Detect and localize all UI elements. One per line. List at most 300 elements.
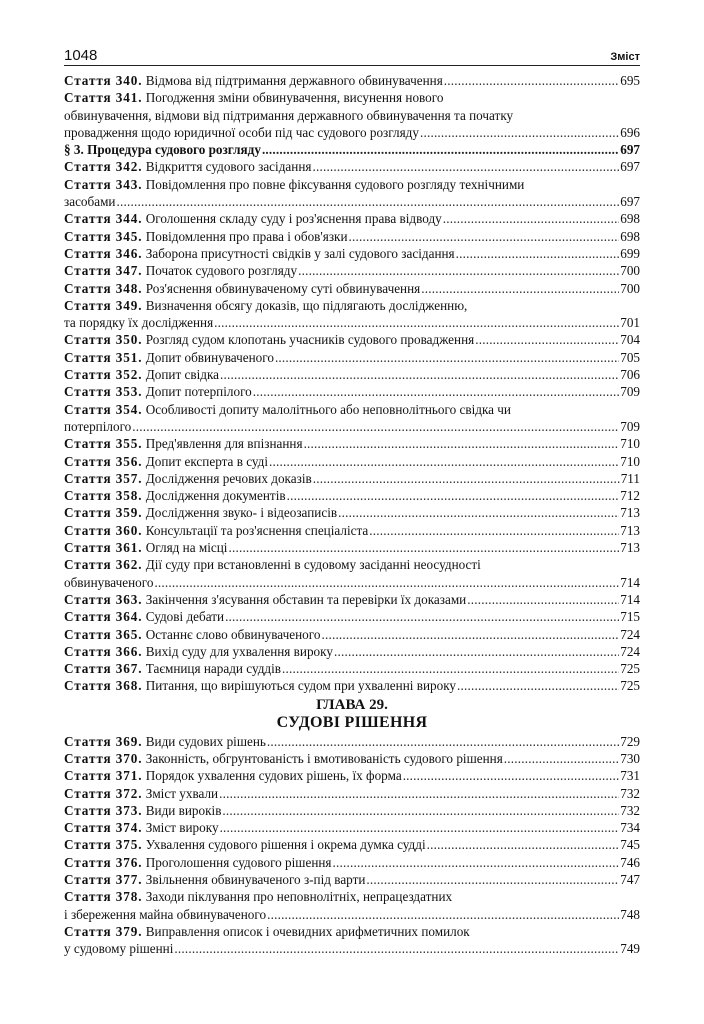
chapter-heading — [64, 697, 640, 732]
page-ref: 734 — [620, 820, 640, 836]
page-ref: 729 — [620, 733, 640, 749]
toc-entry — [64, 608, 640, 625]
article-number: Стаття 365. — [64, 626, 143, 642]
toc-entry-main — [64, 906, 640, 923]
article-number: Стаття 370. — [64, 750, 143, 766]
page-ref: 697 — [620, 142, 640, 158]
page-ref: 732 — [620, 802, 640, 818]
article-title: Допит обвинуваченого — [145, 349, 274, 365]
toc-entry-main — [64, 141, 640, 158]
article-title: Види вироків — [145, 802, 222, 818]
toc-entry — [64, 349, 640, 366]
toc-entry-lead — [64, 660, 281, 677]
toc-entry-lead — [64, 940, 173, 957]
toc-entry-lead — [64, 193, 115, 210]
page-ref: 710 — [620, 436, 640, 452]
article-title: Роз'яснення обвинуваченому суті обвинувачення — [145, 280, 421, 296]
leader-dots — [338, 504, 619, 521]
toc-entry-main — [64, 574, 640, 591]
leader-dots — [132, 418, 619, 435]
article-number: Стаття 346. — [64, 245, 143, 261]
page-ref: 701 — [620, 315, 640, 331]
article-number: Стаття 367. — [64, 661, 143, 677]
toc-entry-lead — [64, 608, 224, 625]
toc-entry — [64, 733, 640, 750]
page-ref: 697 — [620, 194, 640, 210]
toc-entry — [64, 522, 640, 539]
toc-entry-main — [64, 228, 640, 245]
toc-entry — [64, 435, 640, 452]
chapter-number: ГЛАВА 29. — [316, 696, 388, 713]
article-title: Судові дебати — [145, 609, 225, 625]
article-title: Проголошення судового рішення — [145, 854, 332, 870]
leader-dots — [214, 314, 619, 331]
page-ref: 748 — [620, 906, 640, 922]
article-number: Стаття 353. — [64, 384, 143, 400]
toc-entry-lead — [64, 141, 261, 158]
article-title: Допит потерпілого — [145, 384, 252, 400]
article-number: Стаття 341. — [64, 90, 143, 106]
toc-entry — [64, 677, 640, 694]
toc-entry-line — [64, 297, 640, 314]
toc-entry — [64, 366, 640, 383]
leader-dots — [457, 677, 619, 694]
page-ref: 731 — [620, 768, 640, 784]
toc-entry-lead — [64, 750, 503, 767]
page-ref: 695 — [620, 73, 640, 88]
toc-entry-main — [64, 262, 640, 279]
toc-entry-lead — [64, 626, 320, 643]
article-number: Стаття 364. — [64, 609, 143, 625]
page-ref: 713 — [620, 505, 640, 521]
leader-dots — [174, 940, 619, 957]
page-ref: 724 — [620, 643, 640, 659]
toc-entry-main — [64, 418, 640, 435]
article-number: Стаття 351. — [64, 349, 143, 365]
article-title: Таємниця наради суддів — [145, 661, 282, 677]
toc-entry-main — [64, 750, 640, 767]
chapter-title: СУДОВІ РІШЕННЯ — [276, 713, 428, 731]
page-ref: 730 — [620, 750, 640, 766]
toc-entry-lead — [64, 331, 474, 348]
article-title: Відмова від підтримання державного обвинувачення — [145, 73, 443, 88]
leader-dots — [253, 383, 619, 400]
leader-dots — [366, 871, 619, 888]
toc-entry — [64, 819, 640, 836]
toc-entry-main — [64, 940, 640, 957]
toc-entry — [64, 643, 640, 660]
article-title: Вихід суду для ухвалення вироку — [145, 643, 333, 659]
toc-entry-lead — [64, 836, 426, 853]
toc-entry-main — [64, 72, 640, 89]
leader-dots — [304, 435, 620, 452]
article-number: Стаття 373. — [64, 802, 143, 818]
toc-entry-lead — [64, 228, 348, 245]
article-number: Стаття 356. — [64, 453, 143, 469]
toc-entry — [64, 888, 640, 923]
page-ref: 724 — [620, 626, 640, 642]
article-title: Повідомлення про права і обов'язки — [145, 228, 348, 244]
article-title: Заборона присутності свідків у залі судового засідання — [145, 245, 455, 261]
page-ref: 713 — [620, 522, 640, 538]
article-title-part: потерпілого — [64, 418, 132, 434]
toc-entry-main — [64, 158, 640, 175]
toc-entry — [64, 785, 640, 802]
toc-entry-lead — [64, 767, 402, 784]
article-number: Стаття 347. — [64, 263, 143, 279]
article-title: Відкриття судового засідання — [145, 159, 312, 175]
toc-entry-main — [64, 677, 640, 694]
leader-dots — [220, 819, 620, 836]
article-title: Консультації та роз'яснення спеціаліста — [145, 522, 369, 538]
article-title: Початок судового розгляду — [145, 263, 298, 279]
article-number: Стаття 366. — [64, 643, 143, 659]
toc-entry-main — [64, 854, 640, 871]
leader-dots — [222, 802, 619, 819]
page-ref: 746 — [620, 854, 640, 870]
toc-entry-line — [64, 923, 640, 940]
article-title: Розгляд судом клопотань учасників судового провадження — [145, 332, 475, 348]
article-title-part: Особливості допиту малолітнього або неповнолітнього свідка чи — [145, 401, 511, 417]
leader-dots — [349, 228, 620, 245]
article-number: Стаття 355. — [64, 436, 143, 452]
article-title-part: Погодження зміни обвинувачення, висунення нового — [145, 90, 444, 106]
leader-dots — [282, 660, 619, 677]
article-title: Допит експерта в суді — [145, 453, 269, 469]
toc-entry-main — [64, 785, 640, 802]
toc-entry-lead — [64, 262, 297, 279]
toc-entry-main — [64, 871, 640, 888]
leader-dots — [269, 453, 619, 470]
article-title: Дослідження речових доказів — [145, 470, 312, 486]
article-number: Стаття 363. — [64, 591, 143, 607]
toc-entry — [64, 504, 640, 521]
toc-entry-lead — [64, 487, 286, 504]
page-ref: 714 — [620, 591, 640, 607]
article-number: Стаття 354. — [64, 401, 143, 417]
toc-entry-lead — [64, 349, 274, 366]
toc-entry-lead — [64, 591, 466, 608]
leader-dots — [225, 608, 619, 625]
toc-entry-main — [64, 643, 640, 660]
toc-entry-lead — [64, 733, 266, 750]
toc-entry — [64, 660, 640, 677]
article-number: Стаття 348. — [64, 280, 143, 296]
page-ref: 705 — [620, 349, 640, 365]
leader-dots — [333, 854, 620, 871]
article-number: Стаття 359. — [64, 505, 143, 521]
leader-dots — [369, 522, 619, 539]
article-number: Стаття 358. — [64, 488, 143, 504]
article-title: Пред'явлення для впізнання — [145, 436, 303, 452]
toc-entry-main — [64, 280, 640, 297]
toc-entry — [64, 297, 640, 332]
article-title: Порядок ухвалення судових рішень, їх форма — [145, 768, 402, 784]
article-number: Стаття 379. — [64, 923, 143, 939]
toc-entry-main — [64, 331, 640, 348]
leader-dots — [475, 331, 619, 348]
page-ref: 713 — [620, 540, 640, 556]
article-number: Стаття 362. — [64, 557, 143, 573]
page-ref: 725 — [620, 678, 640, 694]
toc-entry-main — [64, 487, 640, 504]
toc-entry-main — [64, 819, 640, 836]
running-head: Зміст — [610, 51, 640, 63]
toc-entry-main — [64, 349, 640, 366]
leader-dots — [154, 574, 619, 591]
leader-dots — [262, 141, 619, 158]
leader-dots — [219, 785, 619, 802]
toc-entry-main — [64, 435, 640, 452]
article-title: Питання, що вирішуються судом при ухваленні вироку — [145, 678, 457, 694]
toc-entry — [64, 470, 640, 487]
toc-entry-lead — [64, 677, 456, 694]
page-ref: 747 — [620, 872, 640, 888]
page-ref: 699 — [620, 245, 640, 261]
page-header — [64, 42, 640, 66]
toc-entry-main — [64, 504, 640, 521]
toc-entry-lead — [64, 906, 266, 923]
article-title: Закінчення з'ясування обставин та перевірки їх доказами — [145, 591, 467, 607]
page-number: 1048 — [64, 47, 98, 64]
toc-entry-main — [64, 193, 640, 210]
toc-entry-lead — [64, 314, 213, 331]
toc-entry-line — [64, 401, 640, 418]
leader-dots — [313, 470, 620, 487]
toc-entry — [64, 750, 640, 767]
article-title-part: обвинуваченого — [64, 574, 154, 590]
article-title: Ухвалення судового рішення і окрема думка судді — [145, 837, 426, 853]
page-ref: 715 — [620, 609, 640, 625]
page-ref: 725 — [620, 661, 640, 677]
toc-entry — [64, 158, 640, 175]
article-title: Дослідження звуко- і відеозаписів — [145, 505, 338, 521]
toc-entry — [64, 245, 640, 262]
page-ref: 700 — [620, 263, 640, 279]
toc-entry-line — [64, 107, 640, 124]
article-number: Стаття 375. — [64, 837, 143, 853]
toc-entry — [64, 836, 640, 853]
leader-dots — [420, 124, 619, 141]
toc-entry-lead — [64, 504, 337, 521]
article-number: Стаття 343. — [64, 176, 143, 192]
toc-entry-lead — [64, 383, 252, 400]
article-title: Види судових рішень — [145, 733, 266, 749]
page-ref: 697 — [620, 159, 640, 175]
toc-entry-lead — [64, 418, 131, 435]
leader-dots — [267, 733, 619, 750]
toc-entry — [64, 262, 640, 279]
toc-entry-line — [64, 556, 640, 573]
article-number: Стаття 357. — [64, 470, 143, 486]
toc-entry — [64, 871, 640, 888]
leader-dots — [220, 366, 619, 383]
article-number: Стаття 369. — [64, 733, 143, 749]
page-ref: 709 — [620, 418, 640, 434]
toc-entry-lead — [64, 210, 442, 227]
toc-entry-main — [64, 660, 640, 677]
toc-entry-lead — [64, 819, 219, 836]
leader-dots — [312, 158, 619, 175]
article-title: Законність, обгрунтованість і вмотивованість судового рішення — [145, 750, 503, 766]
toc-entry-main — [64, 608, 640, 625]
leader-dots — [228, 539, 619, 556]
toc-entry-lead — [64, 280, 420, 297]
toc-entry-lead — [64, 522, 368, 539]
toc-entry — [64, 210, 640, 227]
document-page — [64, 42, 640, 958]
article-number: Стаття 378. — [64, 889, 143, 905]
toc-entry-main — [64, 210, 640, 227]
leader-dots — [456, 245, 620, 262]
toc-entry — [64, 401, 640, 436]
article-title-part: у судовому рішенні — [64, 941, 174, 957]
toc-entry — [64, 331, 640, 348]
article-number: Стаття 350. — [64, 332, 143, 348]
leader-dots — [298, 262, 619, 279]
toc-entry-main — [64, 470, 640, 487]
article-title-part: Повідомлення про повне фіксування судового розгляду технічними — [145, 176, 525, 192]
toc-list — [64, 733, 640, 958]
toc-entry — [64, 591, 640, 608]
toc-entry-lead — [64, 643, 333, 660]
page-ref: 749 — [620, 941, 640, 957]
page-ref: 709 — [620, 384, 640, 400]
toc-entry-main — [64, 539, 640, 556]
article-title-part: і збереження майна обвинуваченого — [64, 906, 267, 922]
toc-entry-line — [64, 888, 640, 905]
article-title-part: засобами — [64, 194, 116, 210]
article-title-part: Заходи піклування про неповнолітніх, непрацездатних — [145, 889, 453, 905]
toc-entry — [64, 176, 640, 211]
leader-dots — [444, 72, 619, 89]
leader-dots — [116, 193, 619, 210]
article-title-part: обвинувачення, відмови від підтримання державного обвинувачення та початку — [64, 107, 514, 123]
article-number: Стаття 340. — [64, 73, 143, 88]
toc-entry-main — [64, 591, 640, 608]
article-number: Стаття 372. — [64, 785, 143, 801]
page-ref: 704 — [620, 332, 640, 348]
toc-entry — [64, 626, 640, 643]
toc-entry — [64, 383, 640, 400]
page-ref: 700 — [620, 280, 640, 296]
article-number: Стаття 374. — [64, 820, 143, 836]
leader-dots — [275, 349, 619, 366]
page-ref: 698 — [620, 228, 640, 244]
toc-entry-main — [64, 245, 640, 262]
toc-entry-main — [64, 836, 640, 853]
toc-section — [64, 141, 640, 158]
page-ref: 745 — [620, 837, 640, 853]
toc-entry-lead — [64, 435, 303, 452]
toc-entry-line — [64, 176, 640, 193]
article-number: Стаття 344. — [64, 211, 143, 227]
article-number: Стаття 368. — [64, 678, 143, 694]
page-ref: 696 — [620, 124, 640, 140]
toc-entry-main — [64, 383, 640, 400]
leader-dots — [287, 487, 620, 504]
leader-dots — [321, 626, 619, 643]
article-title: Зміст вироку — [145, 820, 219, 836]
article-title-part: Визначення обсягу доказів, що підлягають дослідженню, — [145, 297, 468, 313]
page-ref: 732 — [620, 785, 640, 801]
toc-entry-main — [64, 767, 640, 784]
toc-entry — [64, 802, 640, 819]
page-ref: 711 — [620, 470, 640, 486]
toc-entry-main — [64, 314, 640, 331]
toc-entry — [64, 556, 640, 591]
leader-dots — [403, 767, 620, 784]
toc-entry — [64, 767, 640, 784]
toc-entry — [64, 923, 640, 958]
leader-dots — [421, 280, 619, 297]
toc-entry-lead — [64, 854, 332, 871]
page-ref: 712 — [620, 488, 640, 504]
article-title: Зміст ухвали — [145, 785, 219, 801]
toc-list — [64, 72, 640, 695]
article-number: Стаття 377. — [64, 872, 143, 888]
section-title: § 3. Процедура судового розгляду — [64, 142, 261, 158]
toc-entry-main — [64, 366, 640, 383]
page-ref: 706 — [620, 367, 640, 383]
toc-entry-lead — [64, 366, 219, 383]
leader-dots — [267, 906, 619, 923]
toc-entry-lead — [64, 453, 268, 470]
article-number: Стаття 376. — [64, 854, 143, 870]
toc-entry-lead — [64, 245, 455, 262]
toc-entry-main — [64, 453, 640, 470]
article-number: Стаття 371. — [64, 768, 143, 784]
toc-entry-line — [64, 89, 640, 106]
toc-entry-main — [64, 124, 640, 141]
toc-entry — [64, 487, 640, 504]
toc-entry-main — [64, 802, 640, 819]
toc-entry — [64, 89, 640, 141]
article-title: Огляд на місці — [145, 540, 228, 556]
toc-entry — [64, 539, 640, 556]
toc-entry-lead — [64, 470, 312, 487]
article-title-part: та порядку їх дослідження — [64, 315, 214, 331]
toc-entry — [64, 453, 640, 470]
toc-entry-lead — [64, 72, 443, 89]
article-title: Оголошення складу суду і роз'яснення права відводу — [145, 211, 442, 227]
article-number: Стаття 361. — [64, 540, 143, 556]
page-ref: 714 — [620, 574, 640, 590]
leader-dots — [443, 210, 619, 227]
toc-entry — [64, 280, 640, 297]
article-number: Стаття 342. — [64, 159, 143, 175]
leader-dots — [334, 643, 619, 660]
article-title-part: Виправлення описок і очевидних арифметичних помилок — [145, 923, 470, 939]
toc-entry — [64, 228, 640, 245]
toc-entry-lead — [64, 802, 221, 819]
article-number: Стаття 360. — [64, 522, 143, 538]
toc-entry — [64, 854, 640, 871]
toc-entry-main — [64, 733, 640, 750]
article-title: Останнє слово обвинуваченого — [145, 626, 321, 642]
article-number: Стаття 345. — [64, 228, 143, 244]
page-ref: 698 — [620, 211, 640, 227]
article-title: Дослідження документів — [145, 488, 286, 504]
article-number: Стаття 349. — [64, 297, 143, 313]
toc-entry-main — [64, 522, 640, 539]
toc-entry-lead — [64, 574, 153, 591]
toc-entry-lead — [64, 124, 419, 141]
article-title: Допит свідка — [145, 367, 220, 383]
toc-entry-lead — [64, 871, 365, 888]
article-number: Стаття 352. — [64, 367, 143, 383]
article-title-part: провадження щодо юридичної особи під час судового розгляду — [64, 124, 419, 140]
